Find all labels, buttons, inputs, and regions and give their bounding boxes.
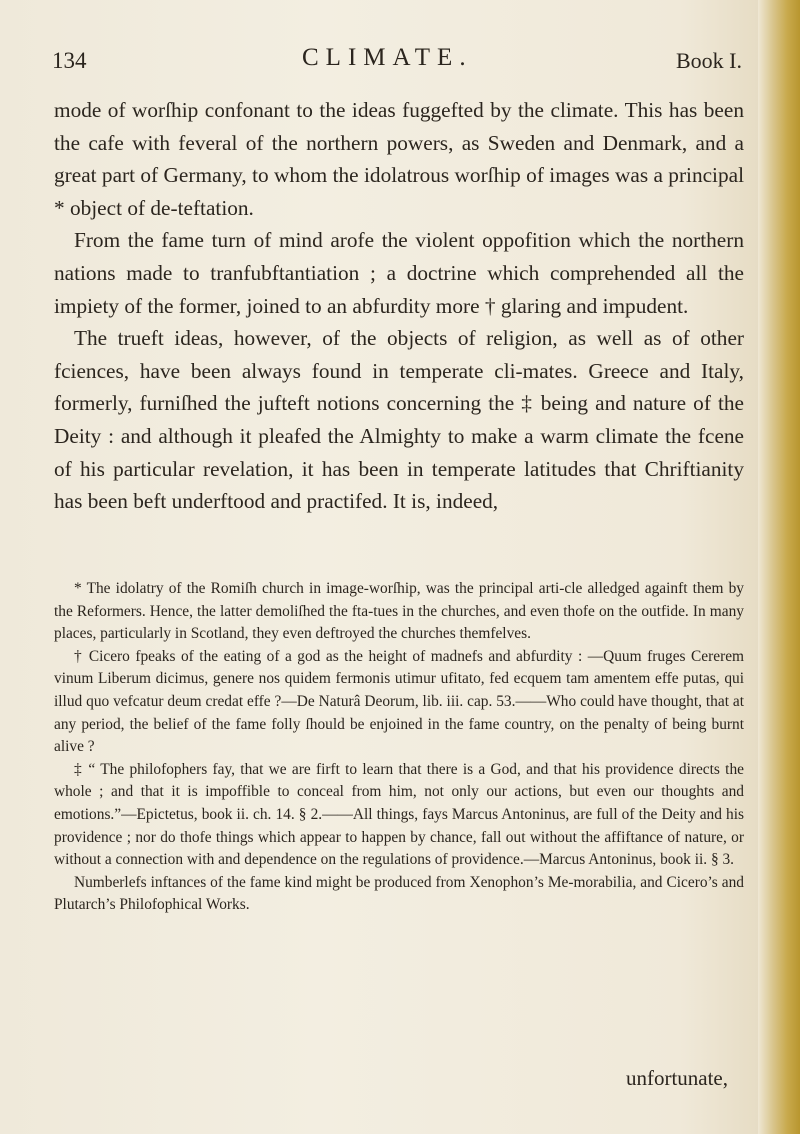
paragraph: From the fame turn of mind arofe the violent oppofition which the northern nations made to tranfubftantiation ; a doctrine which comprehended all the impiety of the former, joined to an abfurdity more † glaring and impudent.: [54, 228, 744, 318]
catchword: unfortunate,: [625, 1066, 728, 1090]
footnote: † Cicero fpeaks of the eating of a god as the height of madnefs and abfurdity : —Quum fruges Cererem vinum Liberum dicimus, genere nos quidem fermonis utimur ufitato, fed ecquem tam amentem effe putas, qui illud quo vefcatur deum credat effe ?—De Naturâ Deorum, lib. iii. cap. 53.——Who could have thought, that at any period, the belief of the fame folly ſhould be enjoined in the fame country, on the penalty of being burnt alive ?: [54, 647, 744, 756]
paragraph: The trueft ideas, however, of the objects of religion, as well as of other fciences, have been always found in temperate cli-mates. Greece and Italy, formerly, furniſhed the jufteft notions concerning the ‡ being and nature of the Deity : and although it pleafed the Almighty to make a warm climate the fcene of his particular revelation, it has been in temperate latitudes that Chriftianity has been beft underftood and practifed. It is, indeed,: [54, 326, 744, 514]
main-text: [54, 94, 744, 518]
footnote: * The idolatry of the Romiſh church in image-worſhip, was the principal arti-cle alledged againft them by the Reformers. Hence, the latter demoliſhed the fta-tues in the churches, and even thofe on the outfide. In many places, particularly in Scotland, they even deftroyed the churches themfelves.: [54, 580, 744, 643]
page-edge-gilding: [758, 0, 800, 1134]
footnotes: [54, 578, 744, 917]
footnote: Numberlefs inftances of the fame kind might be produced from Xenophon’s Me-morabilia, and Cicero’s and Plutarch’s Philofophical Works.: [54, 873, 744, 914]
running-title: CLIMATE.: [302, 44, 473, 71]
page-header: [52, 42, 742, 82]
page-number: 134: [52, 48, 87, 73]
footnote: ‡ “ The philofophers fay, that we are firft to learn that there is a God, and that his providence directs the whole ; and that it is impoffible to conceal from him, not only our actions, but even our thoughts and emotions.”—Epictetus, book ii. ch. 14. § 2.——All things, fays Marcus Antoninus, are full of the Deity and his providence ; nor do thofe things which appear to happen by chance, fall out without the affiftance of nature, or without a connection with and dependence on the regulations of providence.—Marcus Antoninus, book ii. § 3.: [54, 760, 744, 869]
paragraph: mode of worſhip confonant to the ideas fuggefted by the climate. This has been the cafe with feveral of the northern powers, as Sweden and Denmark, and a great part of Germany, to whom the idolatrous worſhip of images was a principal * object of de-teftation.: [54, 98, 744, 220]
book-label: Book I.: [676, 48, 742, 73]
